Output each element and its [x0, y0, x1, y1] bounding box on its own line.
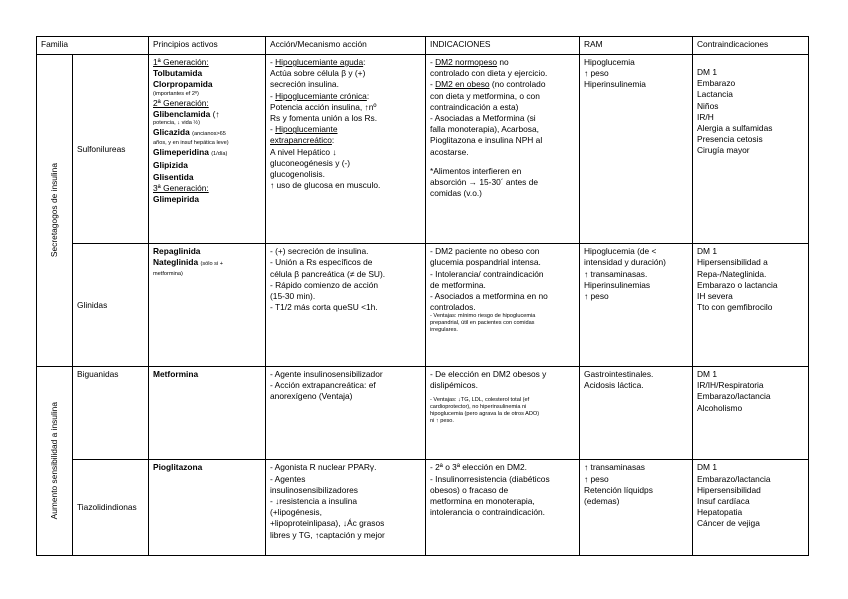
- text-line: ↑ transaminasas: [584, 462, 645, 473]
- text-fragment: :: [363, 57, 366, 67]
- text-line: DM 1: [697, 246, 718, 257]
- text-line: de metformina.: [430, 279, 486, 290]
- text-line: acostarse.: [430, 146, 469, 157]
- ram-biguanidas: [580, 367, 693, 460]
- text-line: - (+) secreción de insulina.: [270, 246, 369, 257]
- text-fragment: no: [497, 57, 509, 67]
- note-nateglinida-inline: (sólo si +: [200, 261, 224, 268]
- text-line: - T1/2 más corta queSU <1h.: [270, 302, 378, 313]
- text-line: controlado con dieta y ejercicio.: [430, 68, 548, 79]
- text-line: Cáncer de vejiga: [697, 518, 760, 529]
- drug-glisentida: Glisentida: [153, 171, 194, 182]
- text-line: - De elección en DM2 obesos y: [430, 369, 547, 379]
- text-fragment: extrapancreático: [270, 135, 332, 146]
- text-line: ↑ transaminasas.: [584, 268, 648, 279]
- indicaciones-tiazolidindionas: [426, 460, 580, 556]
- note-clorpropamida: (importantes ef 2º): [153, 90, 199, 97]
- text-line: absorción → 15-30´ antes de: [430, 177, 539, 188]
- text-line: - Rápido comienzo de acción: [270, 279, 379, 290]
- text-line: DM 1: [697, 462, 718, 473]
- note-line: - Ventajas: mínimo riesgo de hipoglucemia: [430, 313, 536, 320]
- text-line: Hepatopatia: [697, 507, 743, 518]
- text-line: controlados.: [430, 302, 476, 313]
- text-line: Hipoglucemia (de <: [584, 246, 657, 257]
- principios-biguanidas: [149, 367, 266, 460]
- text-line: falla monoterapia), Acarbosa,: [430, 124, 539, 135]
- text-line: *Alimentos interfieren en: [430, 165, 522, 176]
- drug-nateglinida: Nateglinida: [153, 257, 199, 268]
- principios-tiazolidindionas: [149, 460, 266, 556]
- familia-glinidas: Glinidas: [73, 244, 149, 367]
- text-line: dislipémicos.: [430, 380, 478, 391]
- group-secretagogos-label: Secretagogos de insulina: [48, 163, 59, 258]
- antidiabetic-drugs-table: [36, 36, 809, 556]
- text-line: - Agonista R nuclear PPARγ.: [270, 462, 377, 473]
- note-line: prepandrial, útil en pacientes con comidas: [430, 320, 535, 327]
- principios-sulfonilureas: [149, 55, 266, 244]
- text-fragment: DM2 en obeso: [435, 79, 490, 90]
- text-line: - Asociados a metformina en no: [430, 291, 548, 302]
- accion-glinidas: [266, 244, 426, 367]
- text-line: IR/IH/Respiratoria: [697, 380, 764, 391]
- header-row: [37, 37, 809, 55]
- header-accion: Acción/Mecanismo acción: [266, 37, 426, 55]
- text-line: Embarazo o lactancia: [697, 279, 778, 290]
- header-contra: Contraindicaciones: [693, 37, 809, 55]
- drug-glicazida: Glicazida: [153, 127, 190, 138]
- text-line: Lactancia: [697, 89, 733, 100]
- text-line: Hiperinsulinemia: [584, 79, 646, 90]
- header-familia: Familia: [37, 37, 149, 55]
- text-fragment: -: [270, 124, 276, 135]
- text-line: (edemas): [584, 496, 620, 507]
- text-line: DM 1: [697, 67, 718, 77]
- text-line: metformina en monoterapia,: [430, 496, 535, 507]
- text-line: A nivel Hepático ↓: [270, 146, 337, 157]
- text-line: comidas (v.o.): [430, 188, 482, 199]
- note-line: irregulares.: [430, 327, 458, 334]
- familia-tiazolidindionas: Tiazolidindionas: [73, 460, 149, 556]
- text-line: Rs y fomenta unión a los Rs.: [270, 113, 378, 124]
- ram-sulfonilureas: [580, 55, 693, 244]
- text-line: insulinosensibilizadores: [270, 484, 358, 495]
- familia-biguanidas: Biguanidas: [73, 367, 149, 460]
- text-line: gluconeogénesis y (-): [270, 157, 351, 168]
- text-line: libres y TG, ↑captación y mejor: [270, 529, 385, 540]
- text-fragment: Hipoglucemiante crónica: [275, 90, 367, 101]
- text-line: - Unión a Rs específicos de: [270, 257, 373, 268]
- accion-biguanidas: [266, 367, 426, 460]
- text-line: Embarazo/lactancia: [697, 473, 771, 484]
- text-line: (15-30 min).: [270, 291, 316, 302]
- note-nateglinida: metformina): [153, 270, 183, 277]
- familia-sulfonilureas: Sulfonilureas: [73, 55, 149, 244]
- text-fragment: -: [270, 57, 276, 67]
- drug-metformina: Metformina: [153, 369, 199, 379]
- text-line: - Insulinorresistencia (diabéticos: [430, 473, 550, 484]
- note-line: - Ventajas: ↓TG, LDL, colesterol total (ef: [430, 397, 530, 404]
- drug-glipizida: Glipizida: [153, 160, 188, 171]
- text-line: IR/H: [697, 111, 714, 122]
- text-fragment: Hipoglucemiante: [275, 124, 338, 135]
- text-line: Repa-/Nateglinida.: [697, 268, 767, 279]
- accion-tiazolidindionas: [266, 460, 426, 556]
- note-glicazida: años, y en insuf hepática leve): [153, 140, 229, 147]
- text-line: secreción insulina.: [270, 79, 339, 90]
- note-glibenclamida-inline: (↑: [212, 108, 220, 119]
- drug-pioglitazona: Pioglitazona: [153, 462, 203, 473]
- ram-tiazolidindionas: [580, 460, 693, 556]
- text-line: Potencia acción insulina, ↑nº: [270, 101, 377, 112]
- text-line: - Agente insulinosensibilizador: [270, 369, 383, 379]
- text-line: intolerancia o contraindicación.: [430, 507, 545, 518]
- drug-glibenclamida: Glibenclamida: [153, 108, 211, 119]
- row-biguanidas: [37, 367, 809, 460]
- text-line: contraindicación a esta): [430, 101, 519, 112]
- principios-glinidas: [149, 244, 266, 367]
- text-line: Niños: [697, 100, 719, 111]
- note-line: ni ↑ peso.: [430, 418, 454, 425]
- drug-glimepirida: Glimepirida: [153, 194, 200, 205]
- group-aumento-label: Aumento sensibilidad a insulina: [48, 402, 59, 520]
- text-line: glucemia pospandrial intensa.: [430, 257, 541, 268]
- indicaciones-biguanidas: [426, 367, 580, 460]
- contra-glinidas: [693, 244, 809, 367]
- text-line: Gastrointestinales.: [584, 369, 654, 379]
- text-line: Insuf cardíaca: [697, 496, 750, 507]
- text-line: DM 1: [697, 369, 718, 379]
- gen3-label: 3ª Generación:: [153, 182, 209, 193]
- header-principios: Principios activos: [149, 37, 266, 55]
- text-line: célula β pancreática (≠ de SU).: [270, 268, 386, 279]
- text-line: IH severa: [697, 291, 733, 302]
- text-line: Retención líquidps: [584, 484, 653, 495]
- text-fragment: Hipoglucemiante aguda: [275, 57, 364, 67]
- text-fragment: -: [430, 79, 436, 90]
- note-glibenclamida: potencia, ↓ vida ½): [153, 120, 200, 127]
- group-secretagogos: [37, 55, 73, 367]
- text-fragment: -: [270, 90, 276, 101]
- text-line: ↑ uso de glucosa en musculo.: [270, 180, 381, 191]
- text-line: Acidosis láctica.: [584, 380, 644, 391]
- text-line: Tto con gemfibrocilo: [697, 302, 773, 313]
- text-line: Embarazo/lactancia: [697, 391, 771, 402]
- text-fragment: :: [366, 90, 370, 101]
- text-line: (+lipogénesis,: [270, 507, 322, 518]
- accion-sulfonilureas: [266, 55, 426, 244]
- row-tiazolidindionas: [37, 460, 809, 556]
- text-fragment: (no controlado: [489, 79, 546, 90]
- header-indicaciones: INDICACIONES: [426, 37, 580, 55]
- text-line: Alergia a sulfamidas: [697, 123, 773, 134]
- drug-glimeperidina: Glimeperidina: [153, 147, 209, 158]
- drug-clorpropamida: Clorpropamida: [153, 79, 213, 90]
- text-line: - Intolerancia/ contraindicación: [430, 268, 544, 279]
- text-line: intensidad y duración): [584, 257, 666, 268]
- drug-repaglinida: Repaglinida: [153, 246, 201, 257]
- text-line: - Agentes: [270, 473, 306, 484]
- contra-biguanidas: [693, 367, 809, 460]
- text-line: glucogenolisis.: [270, 169, 325, 180]
- text-fragment: DM2 normopeso: [435, 57, 498, 67]
- text-fragment: :: [331, 135, 335, 146]
- gen1-label: 1ª Generación:: [153, 57, 209, 67]
- note-line: hipoglucemia (pero agrava la de otros ADO): [430, 411, 540, 418]
- text-line: Hipersensibilidad: [697, 484, 761, 495]
- text-line: anorexígeno (Ventaja): [270, 391, 353, 402]
- text-line: +lipoproteinlipasa), ↓Ác grasos: [270, 518, 385, 529]
- text-line: Hipersensibilidad a: [697, 257, 768, 268]
- text-line: ↑ peso: [584, 68, 609, 79]
- ram-glinidas: [580, 244, 693, 367]
- text-line: - ↓resistencia a insulina: [270, 496, 358, 507]
- text-line: ↑ peso: [584, 291, 609, 302]
- note-glicazida-inline: (ancianos>65: [192, 131, 226, 138]
- text-line: Actúa sobre célula β y (+): [270, 68, 366, 79]
- text-line: Alcoholismo: [697, 402, 743, 413]
- text-line: con dieta y metformina, o con: [430, 90, 540, 101]
- text-line: Embarazo: [697, 78, 736, 89]
- row-glinidas: [37, 244, 809, 367]
- text-line: Hipoglucemia: [584, 57, 635, 67]
- text-line: Cirugía mayor: [697, 145, 750, 156]
- text-line: Presencia cetosis: [697, 134, 763, 145]
- text-line: - Acción extrapancreática: ef: [270, 380, 376, 391]
- text-line: Pioglitazona e insulina NPH al: [430, 135, 543, 146]
- text-line: - DM2 paciente no obeso con: [430, 246, 540, 257]
- indicaciones-sulfonilureas: [426, 55, 580, 244]
- contra-tiazolidindionas: [693, 460, 809, 556]
- gen2-label: 2ª Generación:: [153, 97, 209, 108]
- text-fragment: -: [430, 57, 436, 67]
- header-ram: RAM: [580, 37, 693, 55]
- contra-sulfonilureas: [693, 55, 809, 244]
- note-glimeperidina: (1/día): [211, 151, 228, 158]
- text-line: - 2ª o 3ª elección en DM2.: [430, 462, 527, 473]
- row-sulfonilureas: [37, 55, 809, 244]
- indicaciones-glinidas: [426, 244, 580, 367]
- text-line: - Asociadas a Metformina (si: [430, 113, 536, 124]
- drug-tolbutamida: Tolbutamida: [153, 68, 203, 79]
- text-line: ↑ peso: [584, 473, 609, 484]
- text-line: Hiperinsulinemias: [584, 279, 651, 290]
- group-aumento: [37, 367, 73, 556]
- note-line: cardioprotector), no hiperinsulinemia ni: [430, 404, 527, 411]
- text-line: obesos) o fracaso de: [430, 484, 509, 495]
